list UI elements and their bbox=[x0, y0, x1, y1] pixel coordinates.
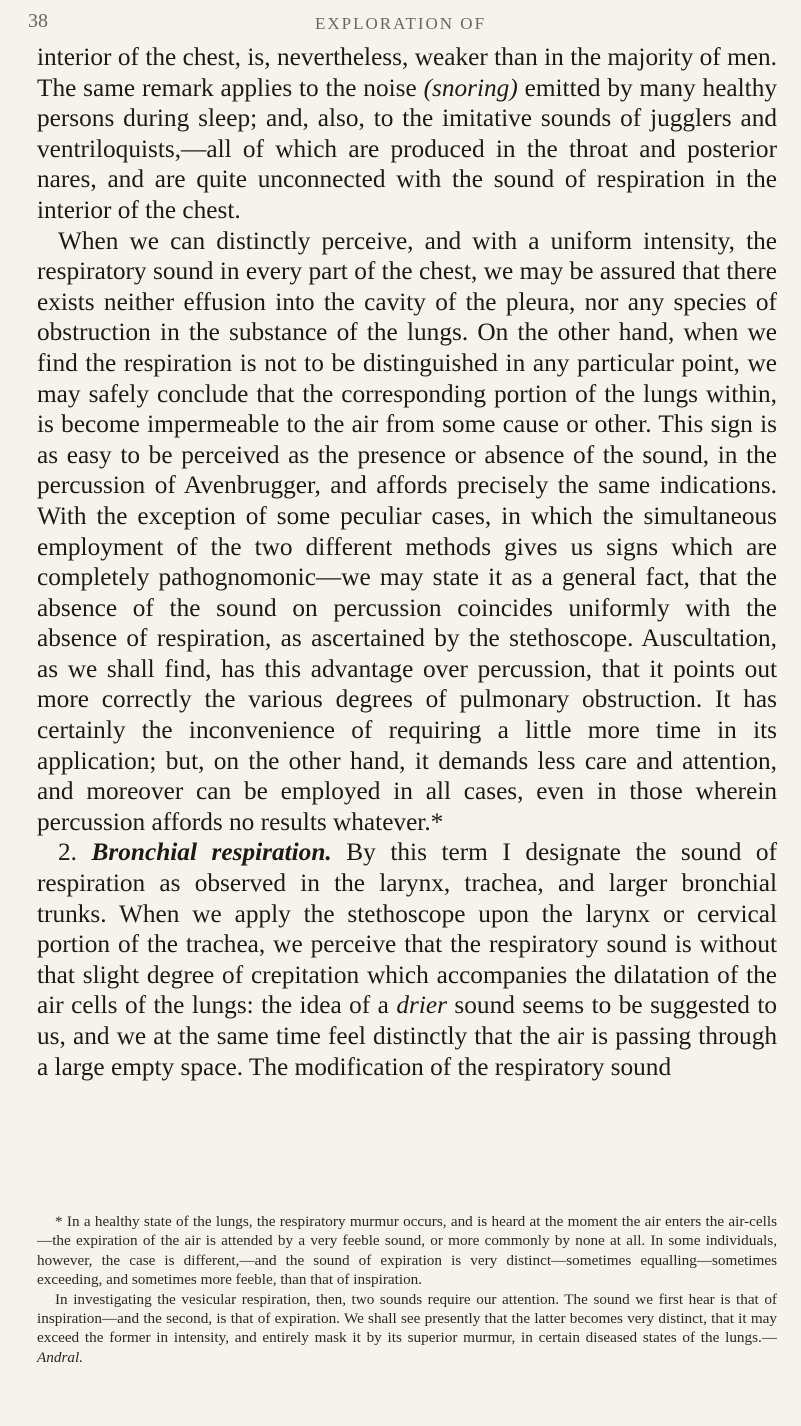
footnote-1: * In a healthy state of the lungs, the respiratory murmur occurs, and is heard at the moment the air enters the air-cells—the expiration of the air is attended by a very feeble sound, or more commonly by none at all. In some individuals, however, the case is different,—and the sound of expiration is very distinct—sometimes equalling—sometimes exceeding, and sometimes more feeble, than that of inspiration. bbox=[37, 1213, 777, 1289]
paragraph-text: interior of the chest, is, nevertheless, weaker than in the majority of men. The same remark applies to the noise bbox=[37, 43, 777, 102]
paragraph-text: sound seems to be suggested to us, and we at the same time feel distinctly that the air is passing through a large empty space. The modification of the respiratory sound bbox=[37, 991, 777, 1081]
footnote-2 bbox=[37, 1290, 777, 1368]
section-number: 2. bbox=[58, 838, 77, 867]
footnote-text: In investigating the vesicular respiration, then, two sounds require our attention. The sound we first hear is that of inspiration—and the second, is that of expiration. We shall see presently that the latter becomes very distinct, that it may exceed the former in intensity, and entirely mask it by its superior murmur, in certain diseased states of the lungs.— bbox=[37, 1290, 777, 1347]
running-head: EXPLORATION OF bbox=[314, 14, 487, 33]
paragraph-continuation bbox=[37, 42, 777, 226]
paragraph-respiratory-sound: When we can distinctly perceive, and with a uniform intensity, the respiratory sound in every part of the chest, we may be assured that there exists neither effusion into the cavity of the pleura, nor any species of obstruction in the substance of the lungs. On the other hand, when we find the respiration is not to be distinguished in any particular point, we may safely conclude that the corresponding portion of the lungs within, is become impermeable to the air from some cause or other. This sign is as easy to be perceived as the presence or absence of the sound, in the percussion of Avenbrugger, and affords precisely the same indications. With the exception of some peculiar cases, in which the simultaneous employment of the two different methods gives us signs which are completely pathognomonic—we may state it as a general fact, that the absence of the sound on percussion coincides uniformly with the absence of respiration, as ascertained by the stethoscope. Auscultation, as we shall find, has this advantage over percussion, that it points out more correctly the various degrees of pulmonary obstruction. It has certainly the inconvenience of requiring a little more time in its application; but, on the other hand, it demands less care and attention, and moreover can be employed in all cases, even in those wherein percussion affords no results whatever.* bbox=[37, 226, 777, 836]
body-text bbox=[37, 42, 777, 1082]
paragraph-bronchial-respiration bbox=[37, 837, 777, 1082]
section-title: Bronchial respiration. bbox=[91, 838, 332, 867]
footnotes bbox=[37, 1212, 777, 1367]
italic-term-drier: drier bbox=[396, 991, 447, 1020]
page-number: 38 bbox=[28, 10, 48, 32]
page-header bbox=[0, 10, 801, 40]
paragraph-text: By this term I designate the sound of respiration as observed in the larynx, trachea, and larger bronchial trunks. When we apply the stethoscope upon the larynx or cervical portion of the trachea, we perceive that the respiratory sound is without that slight degree of crepitation which accompanies the dilatation of the air cells of the lungs: the idea of a bbox=[37, 838, 777, 1020]
footnote-author: Andral. bbox=[37, 1348, 83, 1366]
italic-term-snoring: (snoring) bbox=[423, 73, 518, 102]
paragraph-text: emitted by many healthy persons during sleep; and, also, to the imitative sounds of jugglers and ventriloquists,—all of which are produced in the throat and posterior nares, and are quite unconnected with the sound of respiration in the interior of the chest. bbox=[37, 73, 777, 224]
